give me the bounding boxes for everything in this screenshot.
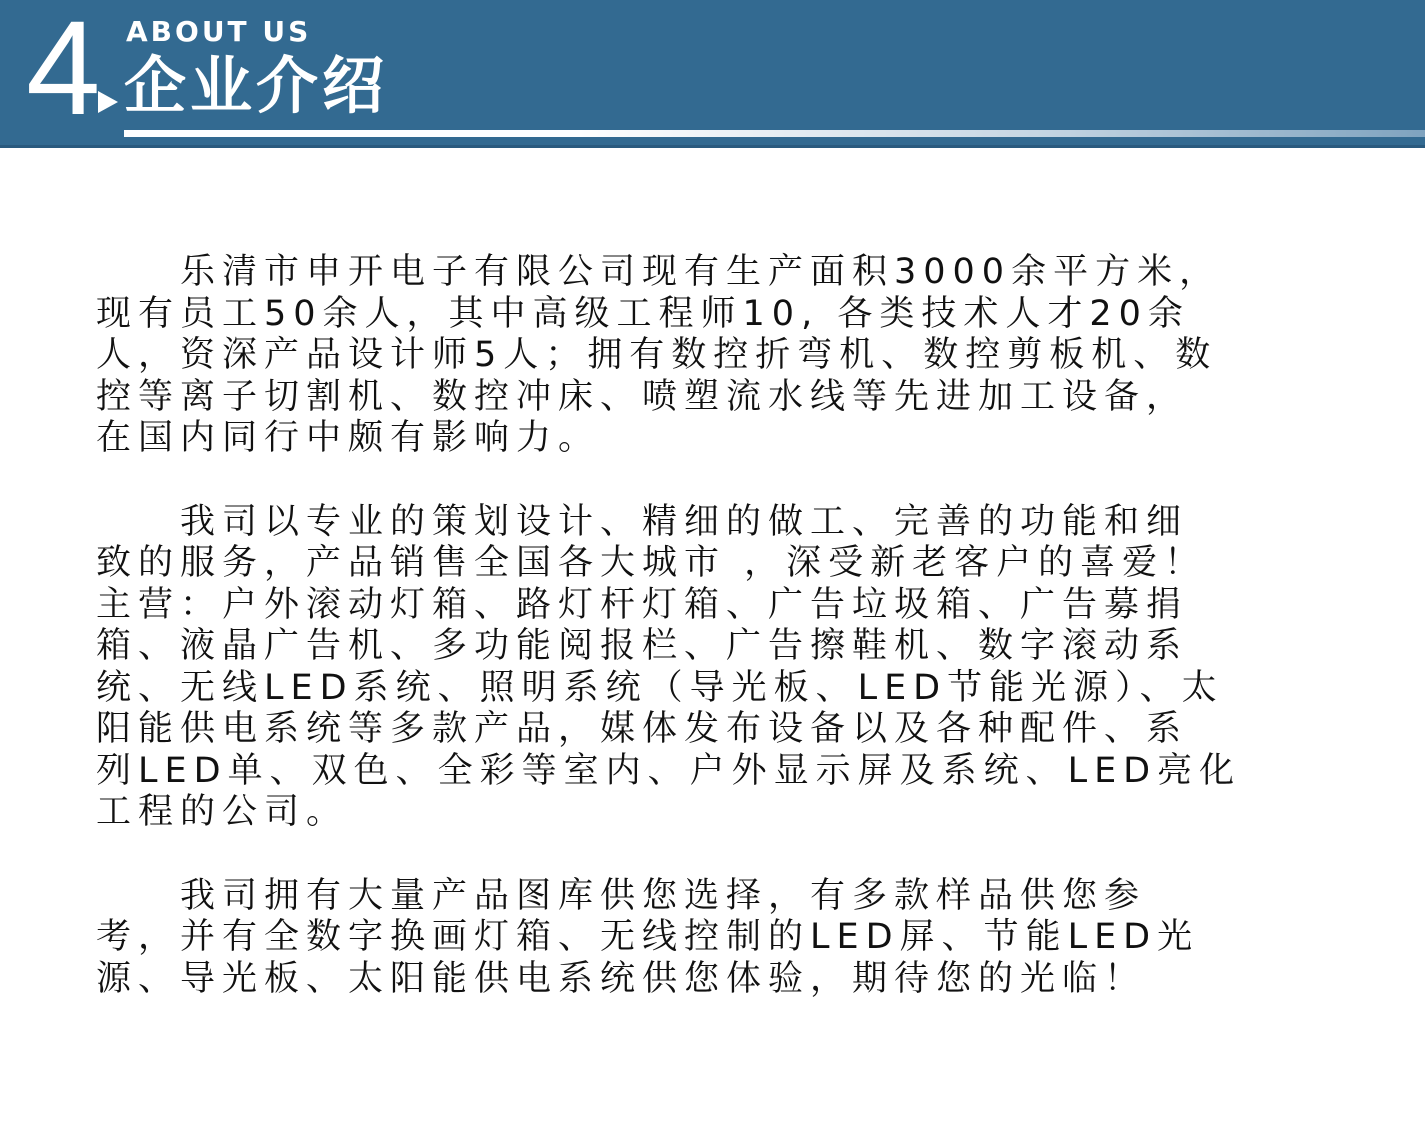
intro-paragraph: 我司以专业的策划设计、精细的做工、完善的功能和细 致的服务，产品销售全国各大城市 ，深受新老客户的喜爱！ 主营：户外滚动灯箱、路灯杆灯箱、广告垃圾箱、广告募捐 箱、液晶广告机、多功能阅报栏、广告擦鞋机、数字滚动系 统、无线LED系统、照明系统（导光板、LED节能光源）、太 阳能供电系统等多款产品，媒体发布设备以及各种配件、系 列LED单、双色、全彩等室内、户外显示屏及系统、LED亮化 工程的公司。 xyxy=(96,501,1242,832)
section-title: 企业介绍 xyxy=(124,49,389,122)
header-banner xyxy=(0,0,1425,148)
intro-paragraph: 乐清市申开电子有限公司现有生产面积3000余平方米， 现有员工50余人，其中高级工程师10, 各类技术人才20余 人，资深产品设计师5人；拥有数控折弯机、数控剪板机、数 控等离子切割机、数控冲床、喷塑流水线等先进加工设备， 在国内同行中颇有影响力。 xyxy=(96,252,1222,458)
section-number: 4 xyxy=(26,0,101,143)
intro-paragraph: 我司拥有大量产品图库供您选择，有多款样品供您参 考，并有全数字换画灯箱、无线控制的LED屏、节能LED光 源、导光板、太阳能供电系统供您体验，期待您的光临！ xyxy=(96,875,1200,999)
header-divider xyxy=(0,145,1425,148)
section-subtitle: ABOUT US xyxy=(126,15,312,48)
title-underline xyxy=(124,130,1425,137)
arrow-right-icon xyxy=(98,91,118,113)
company-intro-body xyxy=(96,252,1306,1042)
